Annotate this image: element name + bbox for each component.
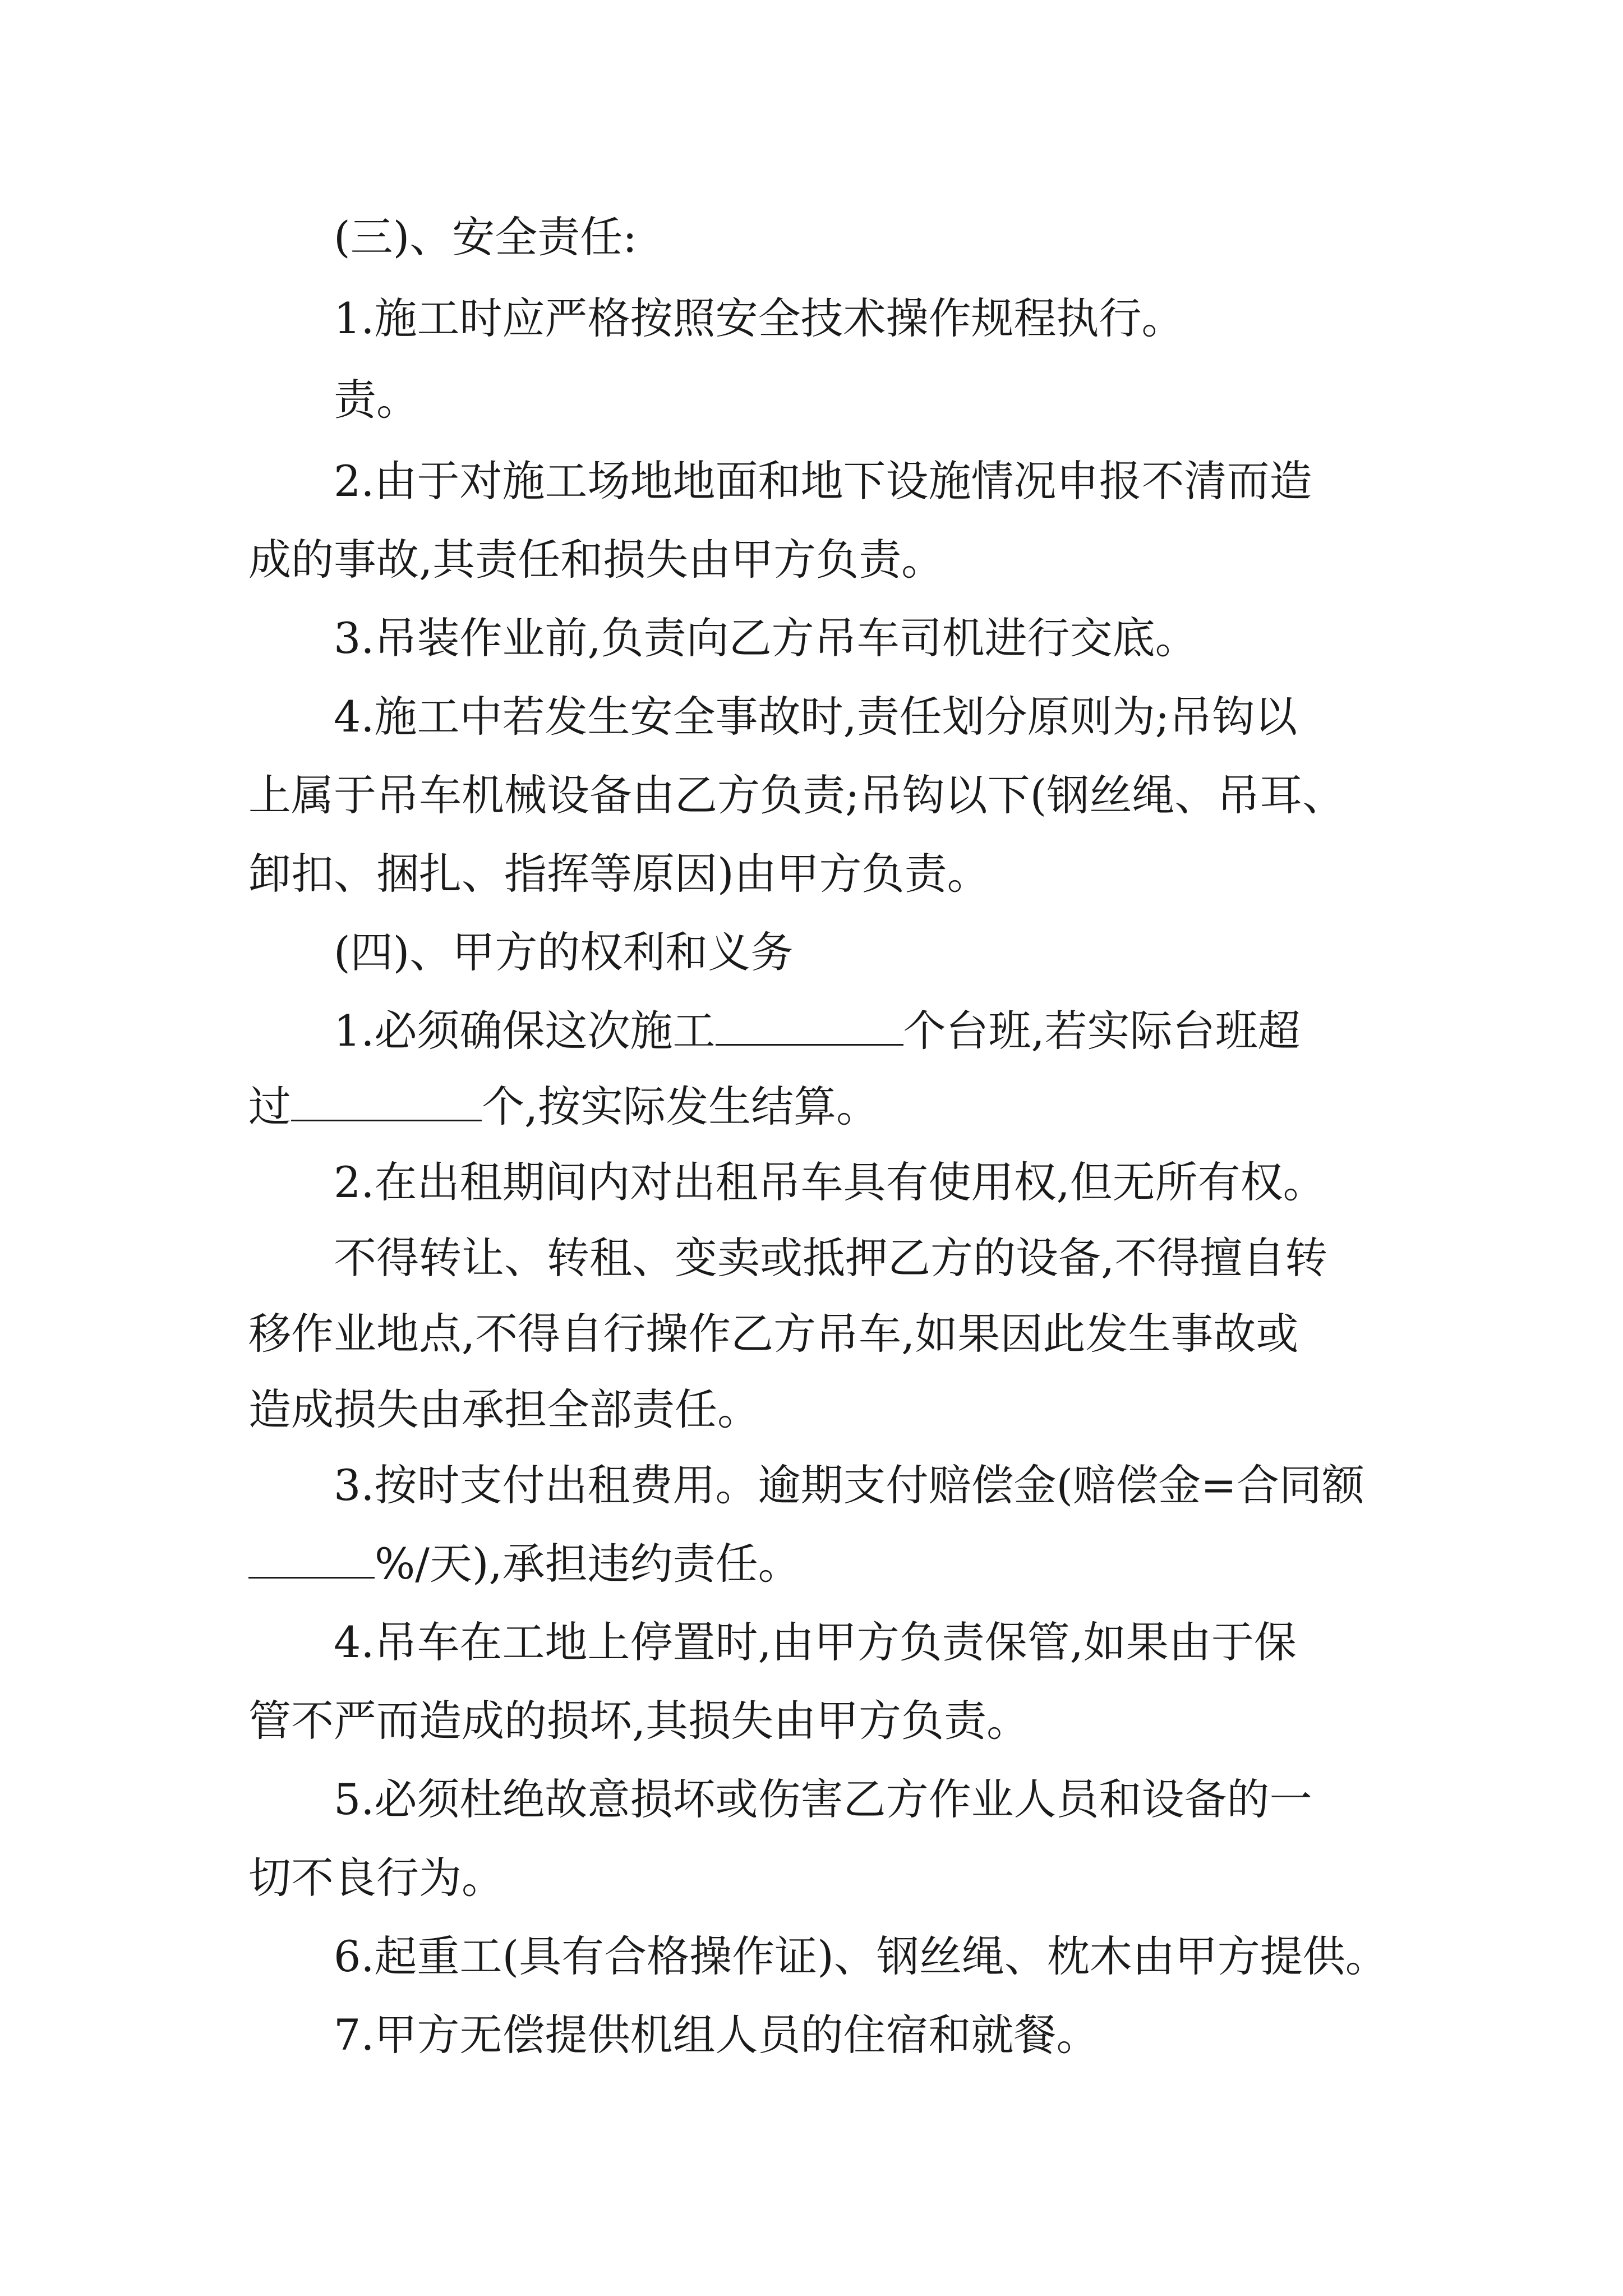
paragraph-line: 4.施工中若发生安全事故时,责任划分原则为;吊钩以	[334, 692, 1298, 742]
paragraph-line	[248, 1080, 879, 1134]
paragraph-line	[334, 1004, 1301, 1058]
paragraph-line: 2.由于对施工场地地面和地下设施情况申报不清而造	[334, 456, 1312, 506]
fill-in-blank	[716, 1009, 903, 1046]
paragraph-line: 5.必须杜绝故意损坏或伤害乙方作业人员和设备的一	[334, 1774, 1312, 1824]
paragraph-line: 造成损失由承担全部责任。	[248, 1384, 760, 1434]
paragraph-line: 上属于吊车机械设备由乙方负责;吊钩以下(钢丝绳、吊耳、	[248, 770, 1345, 820]
paragraph-line: 不得转让、转租、变卖或抵押乙方的设备,不得擅自转	[334, 1233, 1328, 1283]
paragraph-line: 3.按时支付出租费用。逾期支付赔偿金(赔偿金=合同额	[334, 1460, 1364, 1510]
fill-in-blank	[291, 1085, 482, 1121]
section-heading-safety: (三)、安全责任:	[334, 212, 637, 262]
section-heading-party-a-rights: (四)、甲方的权利和义务	[334, 927, 794, 977]
paragraph-line: 成的事故,其责任和损失由甲方负责。	[248, 535, 944, 585]
paragraph-line: 切不良行为。	[248, 1853, 504, 1903]
fill-in-blank	[248, 1542, 375, 1579]
line-text: 过	[248, 1082, 291, 1131]
paragraph-line	[248, 1537, 801, 1591]
paragraph-line: 责。	[334, 375, 419, 425]
paragraph-line: 卸扣、捆扎、指挥等原因)由甲方负责。	[248, 849, 990, 899]
paragraph-line: 7.甲方无偿提供机组人员的住宿和就餐。	[334, 2010, 1099, 2060]
paragraph-line: 6.起重工(具有合格操作证)、钢丝绳、枕木由甲方提供。	[334, 1931, 1388, 1981]
paragraph-line: 4.吊车在工地上停置时,由甲方负责保管,如果由于保	[334, 1617, 1297, 1667]
paragraph-line: 3.吊装作业前,负责向乙方吊车司机进行交底。	[334, 613, 1198, 663]
line-text: 个,按实际发生结算。	[482, 1082, 879, 1131]
line-text: 1.必须确保这次施工	[334, 1006, 716, 1056]
paragraph-line: 移作业地点,不得自行操作乙方吊车,如果因此发生事故或	[248, 1309, 1299, 1359]
paragraph-line: 管不严而造成的损坏,其损失由甲方负责。	[248, 1696, 1030, 1746]
line-text: %/天),承担违约责任。	[375, 1539, 801, 1589]
paragraph-line: 1.施工时应严格按照安全技术操作规程执行。	[334, 293, 1184, 343]
paragraph-line: 2.在出租期间内对出租吊车具有使用权,但无所有权。	[334, 1157, 1326, 1207]
line-text: 个台班,若实际台班超	[903, 1006, 1301, 1056]
